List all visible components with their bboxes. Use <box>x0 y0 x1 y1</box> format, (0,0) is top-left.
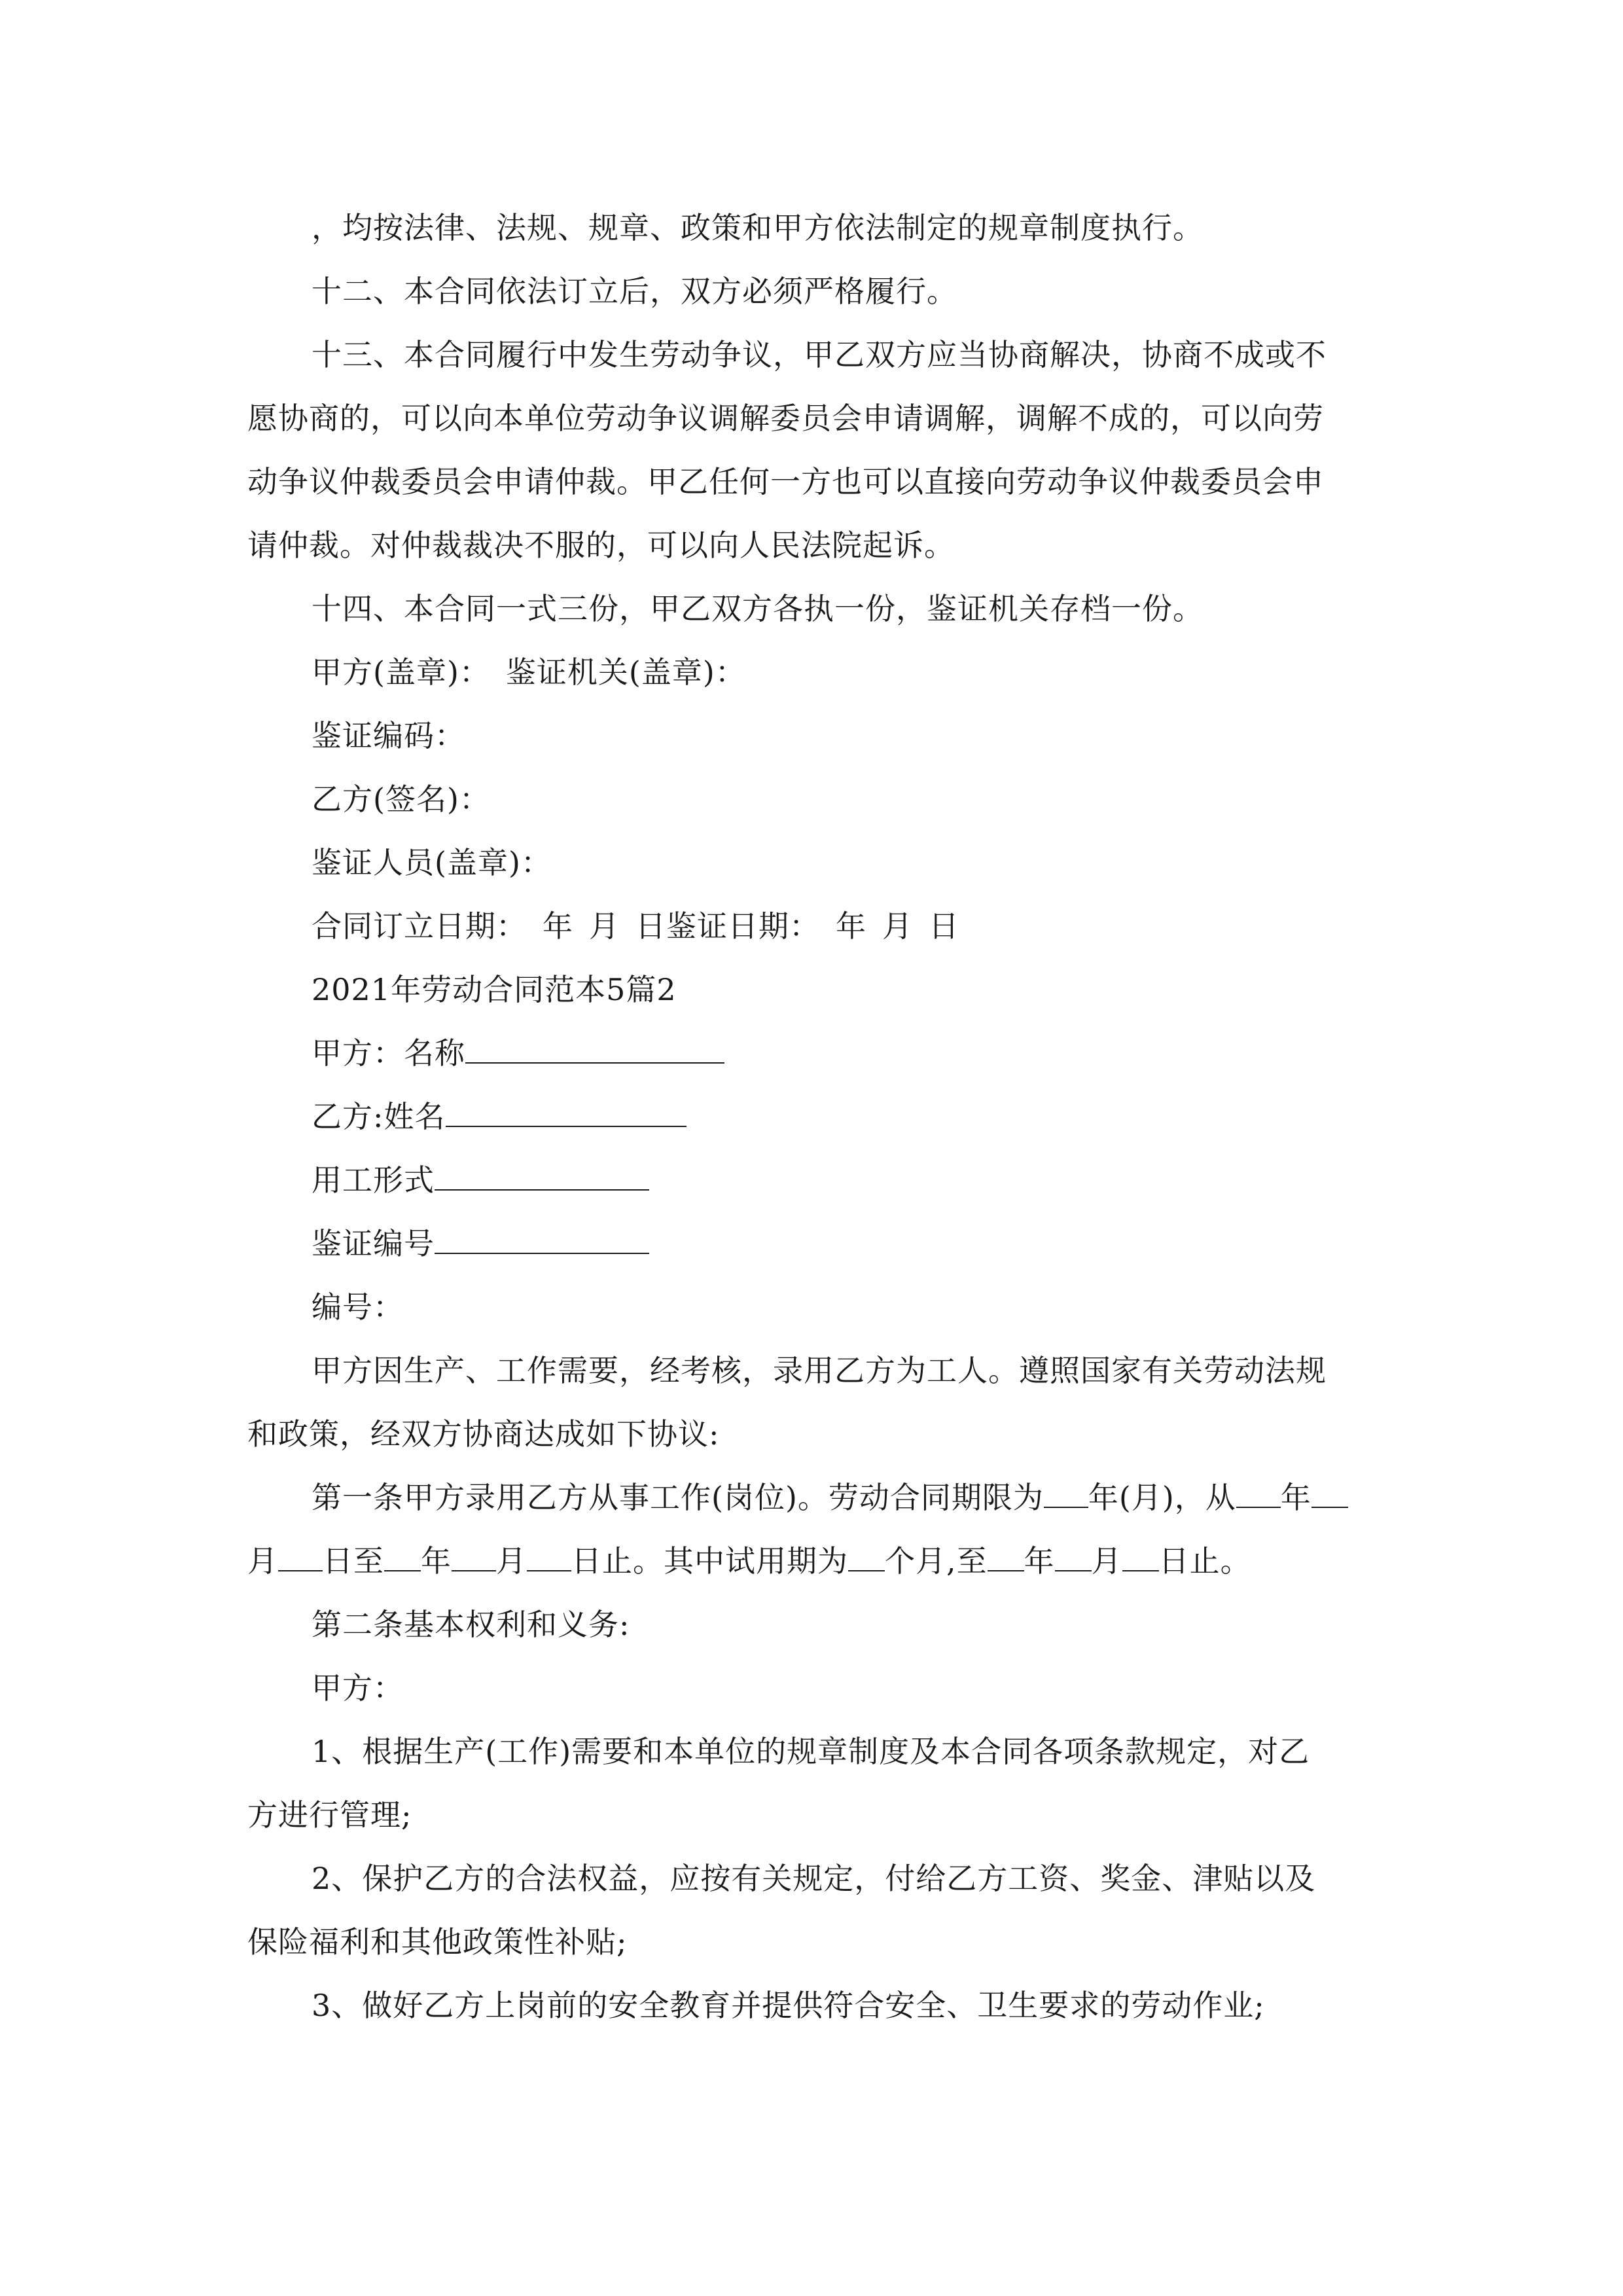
term-blank <box>1044 1469 1088 1508</box>
probation-month-blank <box>1055 1532 1092 1571</box>
cert-date-label: 鉴证日期： <box>666 908 820 944</box>
day-label: 日 <box>929 908 959 944</box>
paragraph-line: ，均按法律、法规、规章、政策和甲方依法制定的规章制度执行。 <box>312 210 1204 245</box>
duty-item: 保险福利和其他政策性补贴; <box>247 1924 628 1960</box>
duty-item: 1、根据生产(工作)需要和本单位的规章制度及本合同各项条款规定，对乙 <box>312 1734 1310 1769</box>
clause-twelve: 十二、本合同依法订立后，双方必须严格履行。 <box>312 274 957 309</box>
party-a-field <box>247 1022 1380 1085</box>
duty-item: 3、做好乙方上岗前的安全教育并提供符合安全、卫生要求的劳动作业; <box>312 1988 1265 2023</box>
article-one-text: 年(月)，从 <box>1088 1480 1236 1515</box>
start-day-blank <box>278 1532 323 1571</box>
article-one-text: 年 <box>1280 1480 1311 1515</box>
cert-number-label: 鉴证编号 <box>312 1226 435 1261</box>
intro-line: 和政策，经双方协商达成如下协议: <box>247 1416 720 1452</box>
probation-blank <box>848 1532 885 1571</box>
month-label: 月 <box>589 908 620 944</box>
year-label: 年 <box>543 908 573 944</box>
clause-thirteen: 十三、本合同履行中发生劳动争议，甲乙双方应当协商解决，协商不成或不 <box>312 337 1327 372</box>
employment-form-label: 用工形式 <box>312 1162 435 1198</box>
article-one-text: 日至 <box>323 1543 384 1579</box>
clause-fourteen: 十四、本合同一式三份，甲乙双方各执一份，鉴证机关存档一份。 <box>312 591 1204 626</box>
party-b-sign-line: 乙方(签名)： <box>312 781 490 817</box>
party-a-label: 甲方：名称 <box>312 1035 465 1071</box>
start-year-blank <box>1236 1469 1281 1508</box>
paragraph-line: 请仲裁。对仲裁裁决不服的，可以向人民法院起诉。 <box>247 528 955 563</box>
party-a-heading: 甲方： <box>312 1670 404 1706</box>
article-one-text: 日止。其中试用期为 <box>571 1543 848 1579</box>
year-label: 年 <box>836 908 866 944</box>
signature-seal-line <box>247 641 1380 704</box>
party-a-blank <box>465 1024 724 1064</box>
article-one-text: 年 <box>421 1543 452 1579</box>
duty-item: 方进行管理; <box>247 1797 412 1833</box>
article-two-title: 第二条基本权利和义务: <box>312 1607 630 1642</box>
article-one-text: 月 <box>247 1543 278 1579</box>
end-month-blank <box>452 1532 496 1571</box>
party-a-seal-label: 甲方(盖章)： <box>312 655 490 690</box>
article-one-text: 日止。 <box>1158 1543 1251 1579</box>
number-field: 编号： <box>312 1289 404 1325</box>
cert-number-blank <box>435 1215 649 1254</box>
date-line <box>247 895 1380 958</box>
probation-day-blank <box>1122 1532 1159 1571</box>
article-one-text: 月 <box>496 1543 527 1579</box>
cert-number-field <box>247 1212 1380 1276</box>
article-one-text: 个月,至 <box>885 1543 988 1579</box>
article-one-text: 第一条甲方录用乙方从事工作(岗位)。劳动合同期限为 <box>312 1480 1044 1515</box>
cert-code-line: 鉴证编码： <box>312 718 465 753</box>
paragraph-line: 动争议仲裁委员会申请仲裁。甲乙任何一方也可以直接向劳动争议仲裁委员会申 <box>247 464 1324 499</box>
month-label: 月 <box>882 908 913 944</box>
article-one-line <box>247 1530 1380 1593</box>
article-one-text: 年 <box>1024 1543 1055 1579</box>
section-title: 2021年劳动合同范本5篇2 <box>312 972 677 1007</box>
intro-line: 甲方因生产、工作需要，经考核，录用乙方为工人。遵照国家有关劳动法规 <box>312 1353 1327 1388</box>
duty-item: 2、保护乙方的合法权益，应按有关规定，付给乙方工资、奖金、津贴以及 <box>312 1861 1316 1896</box>
party-b-blank <box>446 1088 687 1127</box>
start-month-blank <box>1311 1469 1348 1508</box>
probation-year-blank <box>988 1532 1024 1571</box>
article-one-text: 月 <box>1091 1543 1122 1579</box>
end-year-blank <box>384 1532 421 1571</box>
day-label: 日 <box>635 908 666 944</box>
authority-seal-label: 鉴证机关(盖章)： <box>505 655 746 690</box>
paragraph-line: 愿协商的，可以向本单位劳动争议调解委员会申请调解，调解不成的，可以向劳 <box>247 401 1324 436</box>
sign-date-label: 合同订立日期： <box>312 908 527 944</box>
end-day-blank <box>527 1532 571 1571</box>
party-b-label: 乙方:姓名 <box>312 1099 446 1134</box>
employment-form-blank <box>435 1151 649 1191</box>
party-b-field <box>247 1085 1380 1149</box>
document-body <box>247 196 1380 2037</box>
article-one-line <box>247 1466 1380 1530</box>
cert-staff-line: 鉴证人员(盖章)： <box>312 845 552 880</box>
employment-form-field <box>247 1149 1380 1212</box>
